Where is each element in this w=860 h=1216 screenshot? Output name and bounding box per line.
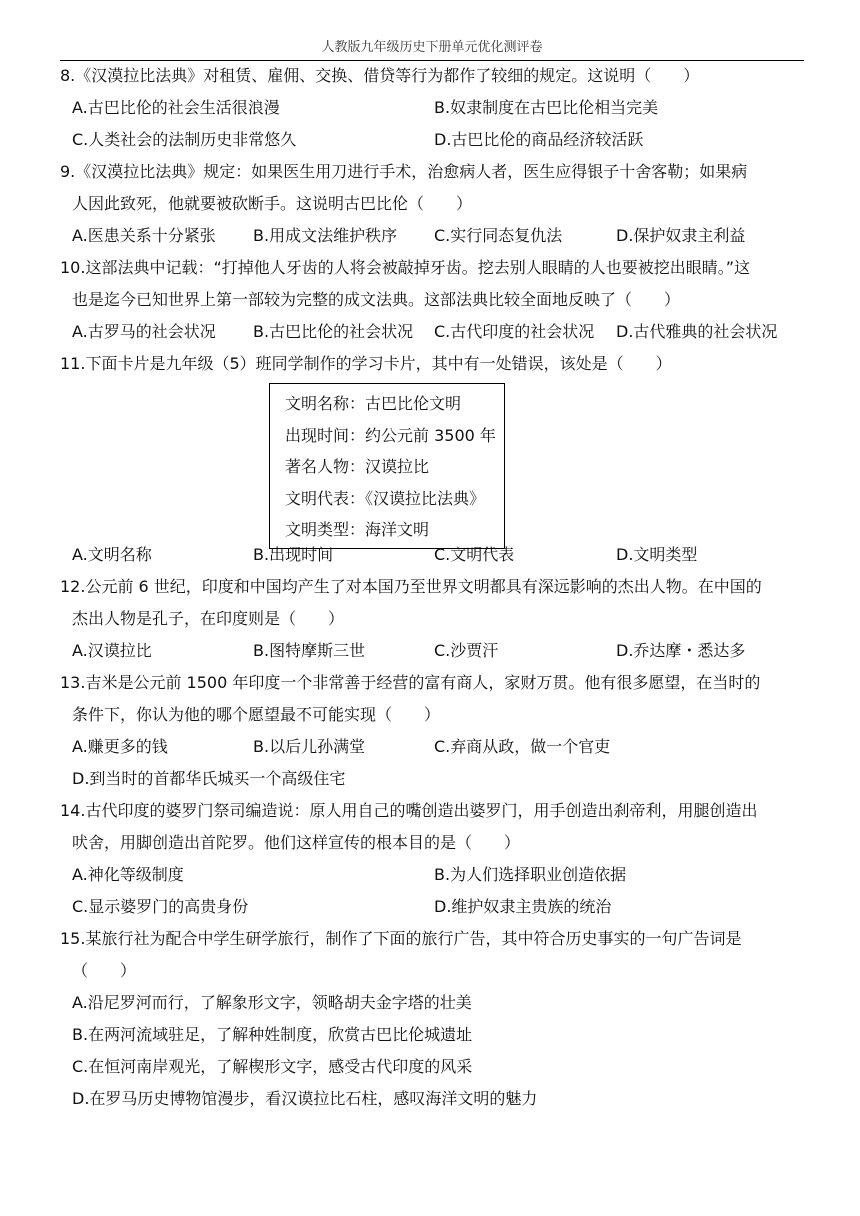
option-c: C.古代印度的社会状况 xyxy=(434,322,595,341)
question-text: 12.公元前 6 世纪，印度和中国均产生了对本国乃至世界文明都具有深远影响的杰出人物。在中国的 xyxy=(60,577,762,596)
question-text: 14.古代印度的婆罗门祭司编造说：原人用自己的嘴创造出婆罗门，用手创造出刹帝利，用腿创造出 xyxy=(60,801,758,820)
option-c: C.人类社会的法制历史非常悠久 xyxy=(72,130,297,149)
option-row xyxy=(60,539,808,571)
study-card xyxy=(269,383,505,549)
option-d: D.在罗马历史博物馆漫步，看汉谟拉比石柱，感叹海洋文明的魅力 xyxy=(72,1089,538,1108)
question-10 xyxy=(60,252,808,348)
option-row xyxy=(60,220,808,252)
question-12 xyxy=(60,571,808,667)
option-d: D.乔达摩・悉达多 xyxy=(616,641,746,660)
option-d: D.文明类型 xyxy=(616,545,698,564)
question-text: 15.某旅行社为配合中学生研学旅行，制作了下面的旅行广告，其中符合历史事实的一句广告词是 xyxy=(60,929,742,948)
option-b: B.出现时间 xyxy=(253,545,334,564)
option-a: A.古巴比伦的社会生活很浪漫 xyxy=(72,98,280,117)
question-text: 8.《汉漠拉比法典》对租赁、雇佣、交换、借贷等行为都作了较细的规定。这说明（ ） xyxy=(60,66,700,85)
question-list xyxy=(60,60,808,1115)
option-c: C.沙贾汗 xyxy=(434,641,499,660)
option-c: C.在恒河南岸观光，了解楔形文字，感受古代印度的风采 xyxy=(72,1057,473,1076)
question-text: 条件下，你认为他的哪个愿望最不可能实现（ ） xyxy=(72,705,441,724)
question-text: 10.这部法典中记载：“打掉他人牙齿的人将会被敲掉牙齿。挖去别人眼睛的人也要被挖出眼睛。”这 xyxy=(60,258,751,277)
question-text: （ ） xyxy=(72,961,137,980)
question-9 xyxy=(60,156,808,252)
option-d: D.保护奴隶主利益 xyxy=(616,226,746,245)
card-line: 出现时间：约公元前 3500 年 xyxy=(285,425,496,445)
option-a: A.神化等级制度 xyxy=(72,865,184,884)
option-a: A.文明名称 xyxy=(72,545,152,564)
option-row xyxy=(60,124,808,156)
option-b: B.在两河流域驻足，了解种姓制度，欣赏古巴比伦城遗址 xyxy=(72,1025,473,1044)
option-c: C.弃商从政，做一个官吏 xyxy=(434,737,611,756)
option-d: D.古代雅典的社会状况 xyxy=(616,322,778,341)
option-a: A.赚更多的钱 xyxy=(72,737,168,756)
question-text: 人因此致死，他就要被砍断手。这说明古巴比伦（ ） xyxy=(72,194,473,213)
page-header: 人教版九年级历史下册单元优化测评卷 xyxy=(60,36,804,61)
question-14 xyxy=(60,795,808,923)
option-a: A.汉谟拉比 xyxy=(72,641,152,660)
option-row xyxy=(60,731,808,763)
question-text: 杰出人物是孔子，在印度则是（ ） xyxy=(72,609,345,628)
card-line: 著名人物：汉谟拉比 xyxy=(285,457,430,476)
option-b: B.以后儿孙满堂 xyxy=(253,737,366,756)
option-b: B.古巴比伦的社会状况 xyxy=(253,322,414,341)
question-text: 13.吉米是公元前 1500 年印度一个非常善于经营的富有商人，家财万贯。他有很多愿望，在当时的 xyxy=(60,673,761,692)
option-row xyxy=(60,92,808,124)
option-c: C.显示婆罗门的高贵身份 xyxy=(72,897,249,916)
question-8 xyxy=(60,60,808,156)
question-text: 也是迄今已知世界上第一部较为完整的成文法典。这部法典比较全面地反映了（ ） xyxy=(72,290,681,309)
option-row xyxy=(60,891,808,923)
option-row xyxy=(60,635,808,667)
question-text: 11.下面卡片是九年级（5）班同学制作的学习卡片，其中有一处错误，该处是（ ） xyxy=(60,354,672,373)
option-b: B.图特摩斯三世 xyxy=(253,641,366,660)
option-d: D.维护奴隶主贵族的统治 xyxy=(434,897,612,916)
option-row xyxy=(60,859,808,891)
option-c: C.实行同态复仇法 xyxy=(434,226,563,245)
study-card-wrapper xyxy=(60,380,808,539)
option-b: B.为人们选择职业创造依据 xyxy=(434,865,627,884)
option-d: D.到当时的首都华氏城买一个高级住宅 xyxy=(72,769,346,788)
option-a: A.医患关系十分紧张 xyxy=(72,226,216,245)
option-d: D.古巴比伦的商品经济较活跃 xyxy=(434,130,644,149)
question-15 xyxy=(60,923,808,1115)
option-row xyxy=(60,316,808,348)
question-11 xyxy=(60,348,808,571)
card-line: 文明代表：《汉谟拉比法典》 xyxy=(285,488,486,508)
option-c: C.文明代表 xyxy=(434,545,515,564)
card-line: 文明类型：海洋文明 xyxy=(285,520,430,539)
option-a: A.沿尼罗河而行，了解象形文字，领略胡夫金字塔的壮美 xyxy=(72,993,472,1012)
option-b: B.用成文法维护秩序 xyxy=(253,226,398,245)
option-a: A.古罗马的社会状况 xyxy=(72,322,216,341)
card-line: 文明名称：古巴比伦文明 xyxy=(285,394,462,413)
question-text: 9.《汉漠拉比法典》规定：如果医生用刀进行手术，治愈病人者，医生应得银子十舍客勒；如果病 xyxy=(60,162,748,181)
question-text: 吠舍，用脚创造出首陀罗。他们这样宣传的根本目的是（ ） xyxy=(72,833,521,852)
question-13 xyxy=(60,667,808,795)
option-b: B.奴隶制度在古巴比伦相当完美 xyxy=(434,98,659,117)
